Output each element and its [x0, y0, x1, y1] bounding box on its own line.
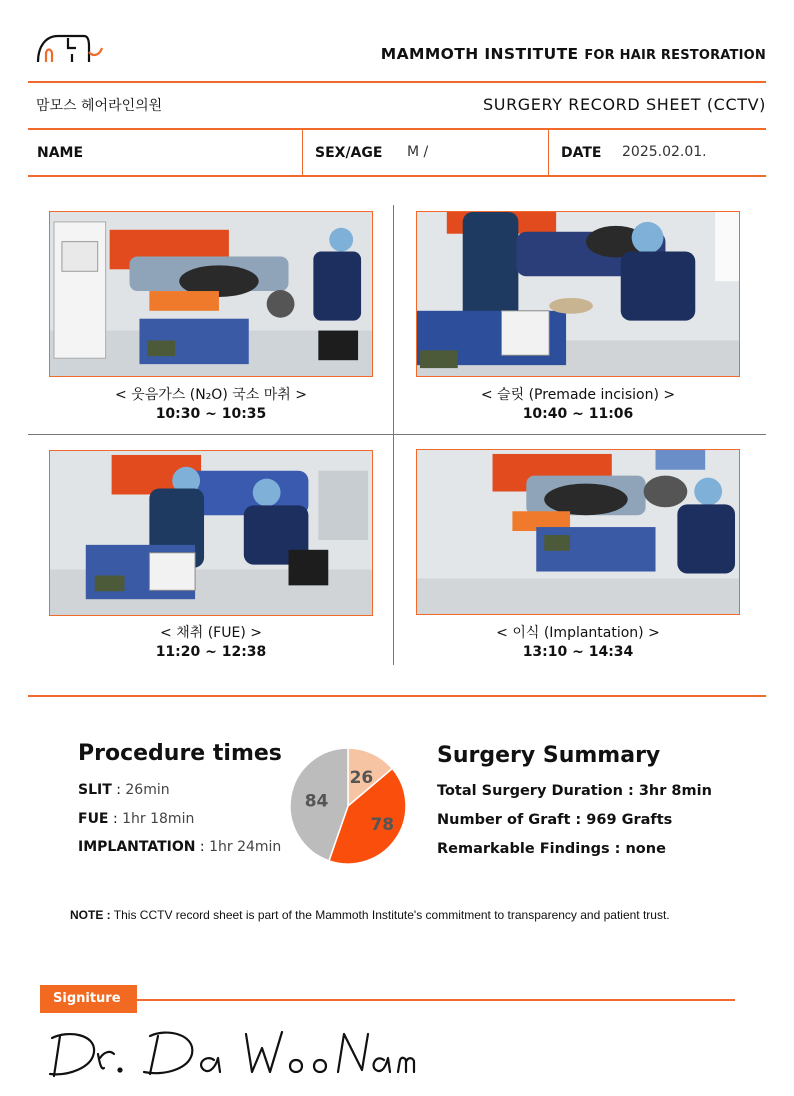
- transparency-note: [70, 908, 670, 922]
- pie-label: 26: [349, 768, 374, 789]
- stage-time: 13:10 ~ 14:34: [522, 644, 634, 660]
- mammoth-logo: [34, 24, 108, 66]
- cctv-photo-slit: [416, 211, 740, 377]
- summary-duration: Total Surgery Duration : 3hr 8min: [437, 783, 712, 799]
- grid-divider-vertical: [393, 205, 394, 665]
- note-text: This CCTV record sheet is part of the Mammoth Institute's commitment to transparency and patient trust.: [110, 908, 670, 922]
- stage-caption: [416, 386, 740, 424]
- cctv-photo-implantation: [416, 449, 740, 615]
- note-label: NOTE :: [70, 908, 111, 922]
- signature-line: [137, 999, 735, 1001]
- stage-caption: [416, 624, 740, 662]
- procedure-value: 1hr 24min: [209, 839, 282, 855]
- pie-label: 78: [370, 815, 395, 836]
- cctv-photo-anesthesia: [49, 211, 373, 377]
- name-label: NAME: [37, 145, 84, 161]
- stage-time: 10:30 ~ 10:35: [155, 406, 267, 422]
- surgery-summary-title: Surgery Summary: [437, 743, 661, 768]
- procedure-label: IMPLANTATION: [78, 839, 196, 855]
- brand-main: MAMMOTH INSTITUTE: [380, 45, 579, 63]
- procedure-value: 1hr 18min: [122, 811, 195, 827]
- cctv-photo-fue: [49, 450, 373, 616]
- date-value: 2025.02.01.: [622, 144, 707, 160]
- divider: [28, 81, 766, 83]
- procedure-times-title: Procedure times: [78, 741, 282, 766]
- summary-grafts: Number of Graft : 969 Grafts: [437, 812, 673, 828]
- stage-label: < 웃음가스 (N₂O) 국소 마취 >: [115, 387, 307, 403]
- sexage-label: SEX/AGE: [315, 145, 383, 161]
- divider: [28, 175, 766, 177]
- procedure-row-implantation: IMPLANTATION : 1hr 24min: [78, 839, 282, 855]
- stage-time: 11:20 ~ 12:38: [155, 644, 267, 660]
- procedure-pie-chart: [288, 746, 408, 866]
- brand-name: [381, 45, 766, 63]
- stage-label: < 슬릿 (Premade incision) >: [480, 387, 676, 403]
- stage-caption: [49, 386, 373, 424]
- sexage-value: M /: [407, 144, 429, 160]
- stage-label: < 채취 (FUE) >: [160, 625, 262, 641]
- clinic-korean-name: 맘모스 헤어라인의원: [36, 98, 163, 114]
- pie-label: 84: [304, 791, 329, 812]
- procedure-value: 26min: [125, 782, 170, 798]
- procedure-label: FUE: [78, 811, 109, 827]
- date-label: DATE: [561, 145, 602, 161]
- procedure-label: SLIT: [78, 782, 112, 798]
- divider: [28, 695, 766, 697]
- divider: [28, 128, 766, 130]
- brand-sub: FOR HAIR RESTORATION: [584, 48, 766, 63]
- summary-findings: Remarkable Findings : none: [437, 841, 666, 857]
- grid-divider-horizontal: [28, 434, 766, 435]
- column-divider: [302, 130, 303, 176]
- column-divider: [548, 130, 549, 176]
- stage-caption: [49, 624, 373, 662]
- procedure-row-fue: FUE : 1hr 18min: [78, 811, 195, 827]
- procedure-row-slit: SLIT : 26min: [78, 782, 170, 798]
- sheet-title: SURGERY RECORD SHEET (CCTV): [483, 95, 766, 114]
- stage-time: 10:40 ~ 11:06: [522, 406, 634, 422]
- signature-tag: Signiture: [40, 985, 137, 1013]
- handwritten-signature: [38, 1024, 418, 1084]
- stage-label: < 이식 (Implantation) >: [496, 625, 660, 641]
